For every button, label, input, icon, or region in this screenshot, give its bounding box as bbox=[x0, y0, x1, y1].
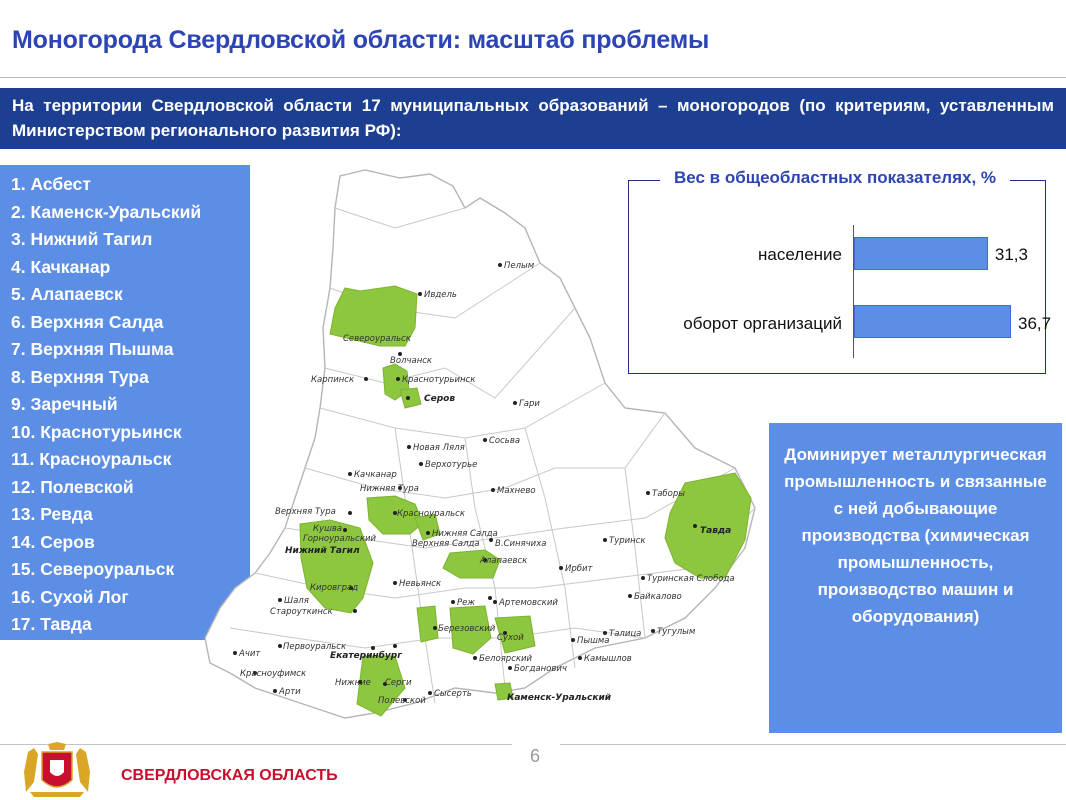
map-label: Первоуральск bbox=[283, 642, 347, 652]
map-label: Ирбит bbox=[565, 564, 593, 574]
map-label: Белоярский bbox=[479, 654, 533, 664]
map-label: Горноуральский bbox=[303, 534, 377, 544]
bar-turnover bbox=[854, 305, 1011, 338]
chart-frame bbox=[628, 180, 1046, 374]
list-item: 3. Нижний Тагил bbox=[11, 229, 153, 249]
map-label: Камышлов bbox=[584, 654, 632, 664]
map-label: Верхняя Тура bbox=[275, 507, 336, 517]
map-label: Староуткинск bbox=[270, 607, 333, 617]
dominant-industry-box: Доминирует металлургическая промышленность и связанные с ней добывающие производства (химическая промышленность, производство машин и оборудования) bbox=[769, 423, 1062, 733]
list-item: 9. Заречный bbox=[11, 394, 118, 414]
bar-value-population: 31,3 bbox=[994, 245, 1028, 264]
list-item: 4. Качканар bbox=[11, 256, 111, 277]
map-label: Полевской bbox=[378, 696, 426, 706]
map-label: Реж bbox=[457, 598, 476, 608]
list-item: 6. Верхняя Салда bbox=[11, 311, 164, 332]
map-label: Красноуральск bbox=[397, 509, 465, 519]
map-label: Туринск bbox=[609, 536, 646, 546]
map-label: Волчанск bbox=[390, 356, 433, 366]
map-label: Новая Ляля bbox=[413, 443, 465, 453]
list-item: 2. Каменск-Уральский bbox=[11, 201, 202, 222]
map-label: Каменск-Уральский bbox=[507, 693, 612, 703]
map-label: Пелым bbox=[504, 261, 535, 271]
map-label: Ачит bbox=[239, 649, 261, 659]
list-item: 10. Краснотурьинск bbox=[11, 421, 182, 442]
bar-label-turnover: оборот организаций bbox=[683, 314, 842, 333]
map-label: Березовский bbox=[438, 624, 496, 634]
footer-region-name: СВЕРДЛОВСКАЯ ОБЛАСТЬ bbox=[121, 767, 338, 784]
map-label: Верхотурье bbox=[425, 460, 478, 470]
map-label: Тавда bbox=[700, 526, 732, 536]
map-label: Ивдель bbox=[424, 290, 457, 300]
page-title: Моногорода Свердловской области: масштаб проблемы bbox=[12, 26, 710, 54]
map-label: Карпинск bbox=[311, 375, 355, 385]
map-label: Качканар bbox=[354, 470, 397, 480]
map-label: Туринская Слобода bbox=[647, 574, 735, 584]
footer-divider-right bbox=[560, 744, 1066, 745]
bar-label-population: население bbox=[758, 245, 842, 264]
map-label: Североуральск bbox=[343, 334, 411, 344]
coat-of-arms-icon bbox=[20, 742, 94, 798]
map-label: Нижние bbox=[335, 678, 371, 688]
list-item: 11. Красноуральск bbox=[11, 449, 172, 469]
map-label: Сосьва bbox=[489, 436, 521, 446]
map-label: Пышма bbox=[577, 636, 610, 646]
map-label: Екатеринбург bbox=[330, 651, 402, 661]
map-label: Нижний Тагил bbox=[285, 546, 360, 556]
map-label: Махнево bbox=[497, 486, 536, 496]
map-label: Байкалово bbox=[634, 592, 682, 602]
map-label: Кировград bbox=[310, 583, 359, 593]
list-item: 12. Полевской bbox=[11, 476, 134, 497]
list-item: 14. Серов bbox=[11, 531, 95, 552]
map-label: Кушва bbox=[313, 524, 343, 534]
list-item: 5. Алапаевск bbox=[11, 284, 123, 304]
list-item: 15. Североуральск bbox=[11, 559, 175, 579]
map-label: Арти bbox=[279, 687, 301, 697]
map-label: Шаля bbox=[284, 596, 309, 606]
map-label: Серги bbox=[385, 678, 412, 688]
list-item: 8. Верхняя Тура bbox=[11, 366, 149, 387]
map-label: Гари bbox=[519, 399, 540, 409]
title-divider bbox=[0, 77, 1066, 78]
list-item: 13. Ревда bbox=[11, 504, 93, 524]
list-item: 7. Верхняя Пышма bbox=[11, 339, 174, 359]
bar-value-turnover: 36,7 bbox=[1018, 314, 1052, 333]
area-verkhnyaya-pyshma bbox=[417, 606, 438, 642]
bar-population bbox=[854, 237, 988, 270]
map-label: Верхняя Салда bbox=[412, 539, 480, 549]
map-label: Красноуфимск bbox=[240, 669, 307, 679]
map-label: Краснотурьинск bbox=[402, 375, 476, 385]
intro-banner: На территории Свердловской области 17 муниципальных образований – моногородов (по критериям, уставленным Министерством регионального развития РФ): bbox=[0, 88, 1066, 149]
map-label: Нижняя Салда bbox=[432, 529, 498, 539]
list-item: 17. Тавда bbox=[11, 614, 92, 634]
map-label: Сухой bbox=[497, 633, 524, 643]
map-label: Невьянск bbox=[399, 579, 442, 589]
map-label: Сысерть bbox=[434, 689, 472, 699]
map-label: Нижняя Тура bbox=[360, 484, 419, 494]
map-label: Тугулым bbox=[657, 627, 696, 637]
list-item: 1. Асбест bbox=[11, 174, 91, 194]
page-number: 6 bbox=[529, 746, 540, 766]
map-label: В.Синячиха bbox=[495, 539, 547, 549]
map-label: Богданович bbox=[514, 664, 567, 674]
list-item: 16. Сухой Лог bbox=[11, 586, 129, 607]
chart-title: Вес в общеобластных показателях, % bbox=[660, 167, 1010, 189]
map-label: Серов bbox=[424, 394, 456, 404]
map-label: Талица bbox=[609, 629, 642, 639]
map-label: Артемовский bbox=[499, 598, 558, 608]
map-label: Таборы bbox=[652, 489, 685, 499]
map-label: Алапаевск bbox=[480, 556, 528, 566]
